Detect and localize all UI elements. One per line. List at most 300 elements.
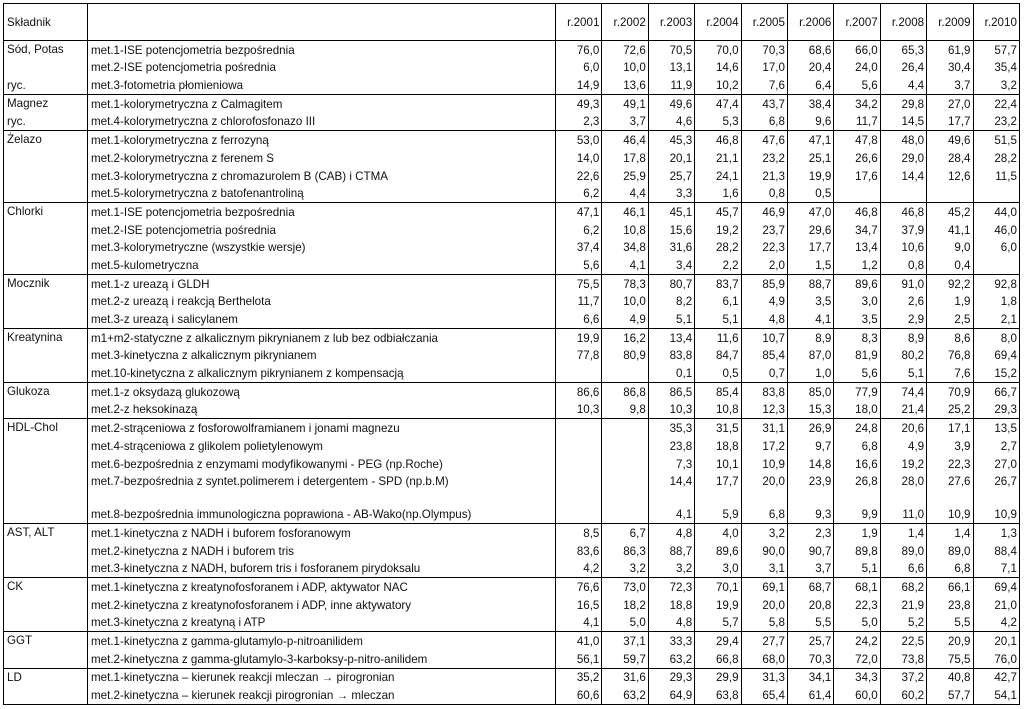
value-cell: 86,6 [556,383,602,401]
value-cell: 49,3 [556,95,602,113]
value-cell: 6,6 [880,560,926,578]
row-label [4,310,88,328]
value-cell: 0,7 [741,364,787,382]
value-cell: 22,4 [973,95,1019,113]
value-cell: 64,9 [648,686,694,704]
value-cell: 25,2 [927,401,973,419]
value-cell: 29,3 [648,668,694,686]
value-cell: 17,8 [602,149,648,167]
value-cell: 74,4 [880,383,926,401]
value-cell: 89,0 [880,542,926,560]
value-cell: 2,3 [787,524,833,542]
value-cell: 3,7 [787,560,833,578]
method-cell: met.3-kinetyczna z alkalicznym pikrynianem [88,347,556,365]
value-cell: 46,8 [880,203,926,221]
value-cell: 5,9 [695,490,741,524]
value-cell [602,490,648,524]
value-cell: 3,2 [973,76,1019,94]
table-row [4,596,1020,614]
value-cell: 18,8 [695,437,741,455]
row-label [4,560,88,578]
value-cell [602,473,648,491]
value-cell: 76,6 [556,578,602,596]
value-cell [834,185,880,203]
value-cell: 37,2 [880,668,926,686]
row-label [4,686,88,704]
value-cell: 11,6 [695,329,741,347]
value-cell: 5,1 [880,364,926,382]
method-cell: m1+m2-statyczne z alkalicznym pikrynianem z lub bez odbiałczania [88,329,556,347]
value-cell: 10,0 [602,293,648,311]
value-cell: 91,0 [880,274,926,292]
value-cell: 23,2 [973,113,1019,131]
value-cell: 73,8 [880,650,926,668]
value-cell: 54,1 [973,686,1019,704]
value-cell: 47,4 [695,95,741,113]
row-label: ryc. [4,113,88,131]
value-cell: 10,7 [741,329,787,347]
value-cell: 11,9 [648,76,694,94]
method-cell: met.2-kinetyczna z kreatynofosforanem i ADP, inne aktywatory [88,596,556,614]
value-cell: 0,8 [880,256,926,274]
value-cell: 24,8 [834,419,880,437]
value-cell: 12,3 [741,401,787,419]
value-cell: 23,7 [741,221,787,239]
header-year: r.2010 [973,4,1019,41]
value-cell: 49,1 [602,95,648,113]
value-cell: 14,0 [556,149,602,167]
value-cell: 2,7 [973,437,1019,455]
table-row [4,542,1020,560]
value-cell: 20,6 [880,419,926,437]
method-cell: met.2-kinetyczna z NADH i buforem tris [88,542,556,560]
value-cell: 21,9 [880,596,926,614]
value-cell: 10,0 [602,59,648,77]
value-cell: 75,5 [927,650,973,668]
value-cell [602,437,648,455]
value-cell: 29,8 [880,95,926,113]
method-cell: met.2-kinetyczna – kierunek reakcji pirogronian → mleczan [88,686,556,704]
value-cell: 15,3 [787,401,833,419]
value-cell: 6,2 [556,185,602,203]
value-cell: 35,2 [556,668,602,686]
value-cell: 65,3 [880,41,926,59]
methods-table [3,3,1020,705]
component-name: Chlorki [4,203,88,221]
value-cell: 70,0 [695,41,741,59]
value-cell: 2,6 [880,293,926,311]
header-year: r.2009 [927,4,973,41]
method-cell: met.5-kulometryczna [88,256,556,274]
value-cell [927,185,973,203]
value-cell: 1,6 [695,185,741,203]
row-label [4,614,88,632]
value-cell: 13,4 [834,239,880,257]
component-name: Magnez [4,95,88,113]
value-cell: 23,2 [741,149,787,167]
value-cell: 76,0 [556,41,602,59]
value-cell: 24,2 [834,632,880,650]
table-row [4,473,1020,491]
value-cell: 11,7 [834,113,880,131]
value-cell: 3,4 [648,256,694,274]
value-cell: 3,2 [741,524,787,542]
value-cell: 3,2 [648,560,694,578]
method-cell: met.1-kinetyczna z NADH i buforem fosforanowym [88,524,556,542]
method-cell: met.3-fotometria płomieniowa [88,76,556,94]
value-cell: 46,0 [973,221,1019,239]
value-cell: 5,0 [834,614,880,632]
table-row [4,578,1020,596]
value-cell: 77,8 [556,347,602,365]
table-row [4,329,1020,347]
table-row [4,239,1020,257]
value-cell: 19,2 [695,221,741,239]
value-cell: 4,9 [880,437,926,455]
value-cell: 63,2 [648,650,694,668]
value-cell: 4,0 [695,524,741,542]
method-cell: met.4-kolorymetryczna z chlorofosfonazo III [88,113,556,131]
value-cell: 46,9 [741,203,787,221]
value-cell: 5,1 [695,310,741,328]
method-cell: met.5-kolorymetryczna z batofenantroliną [88,185,556,203]
value-cell: 61,9 [927,41,973,59]
value-cell: 2,0 [741,256,787,274]
method-cell: met.1-kinetyczna z kreatynofosforanem i ADP, aktywator NAC [88,578,556,596]
value-cell: 5,7 [695,614,741,632]
header-year: r.2006 [787,4,833,41]
value-cell: 21,1 [695,149,741,167]
value-cell [973,185,1019,203]
value-cell: 16,6 [834,455,880,473]
value-cell: 31,1 [741,419,787,437]
method-cell: met.1-kinetyczna z gamma-glutamylo-p-nitroanilidem [88,632,556,650]
value-cell: 15,6 [648,221,694,239]
value-cell: 31,3 [741,668,787,686]
value-cell: 68,1 [834,578,880,596]
method-cell: met.4-strąceniowa z glikolem polietylenowym [88,437,556,455]
value-cell: 28,4 [927,149,973,167]
value-cell: 3,0 [834,293,880,311]
value-cell: 81,9 [834,347,880,365]
value-cell: 68,6 [787,41,833,59]
value-cell: 46,8 [695,131,741,149]
value-cell: 13,6 [602,76,648,94]
value-cell: 5,5 [927,614,973,632]
value-cell: 31,6 [648,239,694,257]
value-cell: 3,5 [834,310,880,328]
component-name: Sód, Potas [4,41,88,59]
value-cell: 5,6 [556,256,602,274]
value-cell: 14,9 [556,76,602,94]
value-cell: 7,3 [648,455,694,473]
value-cell: 66,1 [927,578,973,596]
value-cell: 5,1 [648,310,694,328]
value-cell: 88,4 [973,542,1019,560]
value-cell: 84,7 [695,347,741,365]
value-cell: 6,8 [927,560,973,578]
row-label: ryc. [4,76,88,94]
value-cell: 21,3 [741,167,787,185]
value-cell: 7,1 [973,560,1019,578]
value-cell: 29,6 [787,221,833,239]
value-cell: 49,6 [648,95,694,113]
table-row [4,455,1020,473]
value-cell: 66,0 [834,41,880,59]
method-cell: met.3-kolorymetryczna z chromazurolem B (CAB) i CTMA [88,167,556,185]
component-name: CK [4,578,88,596]
value-cell: 22,5 [880,632,926,650]
table-row [4,221,1020,239]
value-cell: 6,7 [602,524,648,542]
value-cell: 10,8 [602,221,648,239]
value-cell: 43,7 [741,95,787,113]
value-cell: 20,1 [973,632,1019,650]
value-cell: 72,0 [834,650,880,668]
row-label [4,650,88,668]
table-row [4,76,1020,94]
row-label [4,293,88,311]
row-label [4,542,88,560]
value-cell: 0,4 [927,256,973,274]
value-cell [556,473,602,491]
value-cell: 47,1 [787,131,833,149]
value-cell: 83,8 [741,383,787,401]
value-cell: 23,8 [648,437,694,455]
value-cell: 89,0 [927,542,973,560]
value-cell: 15,2 [973,364,1019,382]
value-cell: 5,2 [880,614,926,632]
value-cell: 4,2 [556,560,602,578]
value-cell: 3,7 [927,76,973,94]
value-cell: 65,4 [741,686,787,704]
value-cell: 26,9 [787,419,833,437]
method-cell: met.1-ISE potencjometria bezpośrednia [88,41,556,59]
value-cell: 73,0 [602,578,648,596]
value-cell: 18,2 [602,596,648,614]
value-cell: 16,2 [602,329,648,347]
value-cell: 76,0 [973,650,1019,668]
value-cell: 22,3 [834,596,880,614]
value-cell: 6,2 [556,221,602,239]
value-cell: 12,6 [927,167,973,185]
value-cell: 46,1 [602,203,648,221]
row-label [4,221,88,239]
value-cell: 3,3 [648,185,694,203]
value-cell: 9,3 [787,490,833,524]
value-cell: 60,0 [834,686,880,704]
value-cell: 70,5 [648,41,694,59]
value-cell: 10,3 [556,401,602,419]
method-cell: met.1-kolorymetryczna z ferrozyną [88,131,556,149]
value-cell: 26,6 [834,149,880,167]
table-body [4,41,1020,705]
table-row [4,560,1020,578]
table-row [4,686,1020,704]
value-cell: 22,6 [556,167,602,185]
value-cell: 11,5 [973,167,1019,185]
table-row [4,203,1020,221]
value-cell: 57,7 [973,41,1019,59]
value-cell [556,364,602,382]
table-row [4,614,1020,632]
value-cell: 13,4 [648,329,694,347]
table-row [4,95,1020,113]
row-label [4,473,88,491]
value-cell: 9,6 [787,113,833,131]
value-cell: 27,6 [927,473,973,491]
value-cell: 22,3 [741,239,787,257]
value-cell: 29,0 [880,149,926,167]
value-cell: 46,8 [834,203,880,221]
value-cell [880,185,926,203]
value-cell: 68,2 [880,578,926,596]
value-cell: 25,9 [602,167,648,185]
value-cell: 86,5 [648,383,694,401]
value-cell: 80,7 [648,274,694,292]
header-year: r.2007 [834,4,880,41]
value-cell: 2,5 [927,310,973,328]
row-label [4,364,88,382]
value-cell: 89,6 [834,274,880,292]
method-cell: met.2-ISE potencjometria pośrednia [88,221,556,239]
value-cell [602,419,648,437]
value-cell: 80,2 [880,347,926,365]
value-cell: 10,1 [695,455,741,473]
value-cell: 70,1 [695,578,741,596]
method-cell: met.1-ISE potencjometria bezpośrednia [88,203,556,221]
value-cell: 3,9 [927,437,973,455]
value-cell: 70,3 [741,41,787,59]
component-name: LD [4,668,88,686]
row-label [4,596,88,614]
value-cell: 6,0 [556,59,602,77]
table-row [4,131,1020,149]
value-cell: 61,4 [787,686,833,704]
value-cell: 8,3 [834,329,880,347]
value-cell: 41,1 [927,221,973,239]
value-cell: 10,9 [927,490,973,524]
method-cell: met.2-kinetyczna z gamma-glutamylo-3-karboksy-p-nitro-anilidem [88,650,556,668]
value-cell: 34,3 [834,668,880,686]
value-cell: 31,5 [695,419,741,437]
table-row [4,167,1020,185]
value-cell: 92,8 [973,274,1019,292]
value-cell: 70,3 [787,650,833,668]
table-row [4,274,1020,292]
header-year: r.2004 [695,4,741,41]
row-label [4,185,88,203]
value-cell: 0,1 [648,364,694,382]
value-cell: 4,1 [648,490,694,524]
value-cell: 37,1 [602,632,648,650]
value-cell: 17,0 [741,59,787,77]
value-cell: 92,2 [927,274,973,292]
value-cell: 10,9 [973,490,1019,524]
value-cell: 19,9 [787,167,833,185]
value-cell: 6,6 [556,310,602,328]
method-cell: met.2-strąceniowa z fosforowolframianem i jonami magnezu [88,419,556,437]
row-label [4,437,88,455]
value-cell: 45,3 [648,131,694,149]
value-cell [556,490,602,524]
table-row [4,632,1020,650]
value-cell: 49,6 [927,131,973,149]
row-label [4,490,88,524]
value-cell: 8,6 [927,329,973,347]
value-cell: 5,6 [834,364,880,382]
header-year: r.2008 [880,4,926,41]
value-cell: 1,2 [834,256,880,274]
value-cell: 5,6 [834,76,880,94]
value-cell: 78,3 [602,274,648,292]
value-cell: 17,7 [927,113,973,131]
value-cell: 30,4 [927,59,973,77]
value-cell: 25,7 [787,632,833,650]
value-cell: 14,8 [787,455,833,473]
value-cell: 4,8 [741,310,787,328]
value-cell [556,455,602,473]
value-cell: 20,8 [787,596,833,614]
value-cell: 85,4 [741,347,787,365]
value-cell: 68,7 [787,578,833,596]
value-cell: 11,7 [556,293,602,311]
value-cell: 69,4 [973,578,1019,596]
table-row [4,41,1020,59]
value-cell: 23,8 [927,596,973,614]
value-cell: 5,8 [741,614,787,632]
value-cell: 25,7 [648,167,694,185]
table-row [4,650,1020,668]
value-cell: 45,7 [695,203,741,221]
method-cell: met.1-z ureazą i GLDH [88,274,556,292]
value-cell: 16,5 [556,596,602,614]
value-cell: 72,6 [602,41,648,59]
value-cell: 8,5 [556,524,602,542]
value-cell: 69,1 [741,578,787,596]
value-cell: 85,9 [741,274,787,292]
value-cell: 89,6 [695,542,741,560]
value-cell: 19,2 [880,455,926,473]
table-row [4,293,1020,311]
value-cell: 6,8 [741,490,787,524]
value-cell: 4,4 [602,185,648,203]
value-cell: 1,8 [973,293,1019,311]
header-year: r.2005 [741,4,787,41]
row-label [4,455,88,473]
value-cell: 28,2 [973,149,1019,167]
value-cell: 46,4 [602,131,648,149]
value-cell: 83,7 [695,274,741,292]
header-year: r.2002 [602,4,648,41]
header-year: r.2003 [648,4,694,41]
value-cell: 24,1 [695,167,741,185]
component-name: Mocznik [4,274,88,292]
value-cell: 6,4 [787,76,833,94]
row-label [4,167,88,185]
value-cell: 0,5 [695,364,741,382]
method-cell: met.7-bezpośrednia z syntet.polimerem i detergentem - SPD (np.b.M) [88,473,556,491]
value-cell: 88,7 [648,542,694,560]
value-cell: 69,4 [973,347,1019,365]
value-cell: 63,2 [602,686,648,704]
value-cell: 10,8 [695,401,741,419]
row-label [4,256,88,274]
method-cell: met.3-kolorymetryczne (wszystkie wersje) [88,239,556,257]
method-cell: met.2-z heksokinazą [88,401,556,419]
value-cell: 23,9 [787,473,833,491]
table-row [4,524,1020,542]
